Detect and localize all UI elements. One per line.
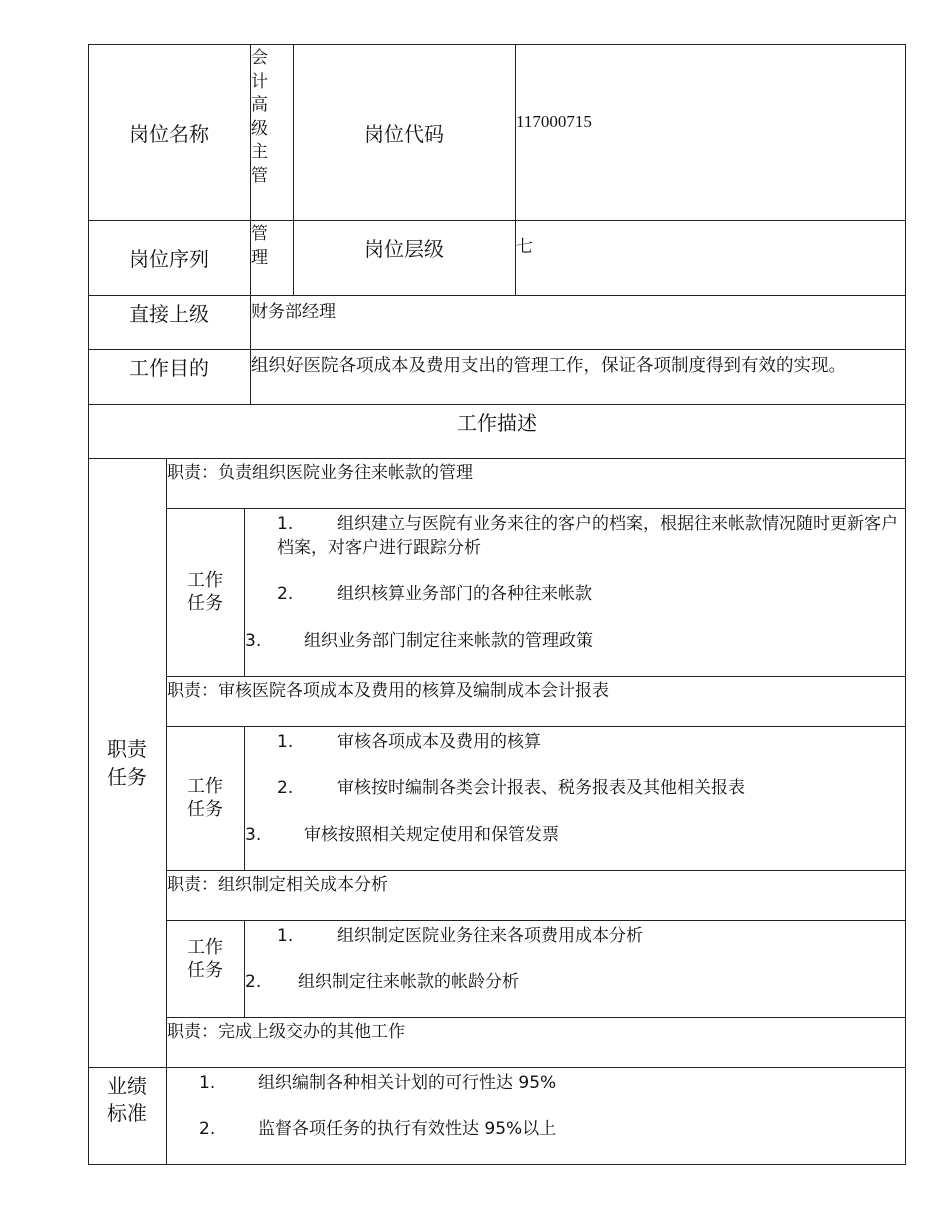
- duty-1-title: 职责：负责组织医院业务往来帐款的管理: [167, 463, 473, 483]
- duty-1-task-3-text: 组织业务部门制定往来帐款的管理政策: [304, 631, 593, 651]
- duty-2-title: 职责：审核医院各项成本及费用的核算及编制成本会计报表: [167, 681, 609, 701]
- position-series-value: 管理: [251, 224, 268, 268]
- duty-2-task-label: [166, 726, 244, 870]
- row-divider: [166, 920, 906, 921]
- duty-2-task-3-num: 3.: [245, 825, 262, 845]
- description-title: 工作描述: [457, 410, 537, 435]
- duty-1-task-2-text: 组织核算业务部门的各种往来帐款: [337, 584, 592, 604]
- position-level-label: 岗位层级: [364, 237, 444, 261]
- duty-2-task-1-num: 1.: [277, 732, 294, 752]
- performance-label: [88, 1067, 166, 1132]
- duty-3-task-1-text: 组织制定医院业务往来各项费用成本分析: [337, 926, 643, 946]
- duty-2-task-2-text: 审核按时编制各类会计报表、税务报表及其他相关报表: [337, 778, 745, 798]
- duty-2-task-2-num: 2.: [277, 778, 294, 798]
- row-divider: [166, 676, 906, 677]
- position-code-value: 117000715: [516, 112, 592, 131]
- column-divider: [244, 920, 245, 1017]
- superior-value: 财务部经理: [251, 302, 336, 322]
- duty-4-title: 职责：完成上级交办的其他工作: [167, 1022, 405, 1042]
- duty-1-task-2-num: 2.: [277, 584, 294, 604]
- duties-section-label: [88, 458, 166, 1067]
- task-label-text: 工作任务: [187, 570, 223, 614]
- task-label-text: 工作任务: [187, 776, 223, 820]
- duty-1-task-1-num: 1.: [277, 514, 294, 534]
- duty-1-task-1-text: 组织建立与医院有业务来往的客户的档案，根据往来帐款情况随时更新客户档案，对客户进行跟踪分析: [277, 514, 898, 558]
- duty-3-task-2-num: 2.: [245, 972, 262, 992]
- purpose-value: 组织好医院各项成本及费用支出的管理工作，保证各项制度得到有效的实现。: [251, 356, 846, 376]
- duty-3-task-label: [166, 920, 244, 997]
- task-label-text: 工作任务: [187, 936, 223, 981]
- duty-2-task-3-text: 审核按照相关规定使用和保管发票: [304, 825, 559, 845]
- position-name-label: 岗位名称: [129, 121, 209, 146]
- position-name-value: 会计高级主管: [251, 48, 268, 186]
- superior-label: 直接上级: [129, 301, 209, 326]
- row-divider: [166, 1017, 906, 1018]
- purpose-label: 工作目的: [129, 355, 209, 380]
- performance-2-num: 2.: [199, 1119, 216, 1139]
- position-code-label: 岗位代码: [364, 121, 444, 146]
- position-series-label: 岗位序列: [129, 247, 209, 271]
- duty-2-task-1-text: 审核各项成本及费用的核算: [337, 732, 541, 752]
- duty-1-task-3-num: 3.: [245, 631, 262, 651]
- performance-1-num: 1.: [199, 1073, 216, 1093]
- duty-3-task-2-text: 组织制定往来帐款的帐龄分析: [298, 972, 519, 992]
- duty-1-task-label: [166, 508, 244, 676]
- performance-label-text: 业绩标准: [107, 1073, 147, 1125]
- row-divider: [166, 870, 906, 871]
- duty-3-task-1-num: 1.: [277, 926, 294, 946]
- column-divider: [244, 726, 245, 870]
- performance-1-text: 组织编制各种相关计划的可行性达 95%: [258, 1073, 557, 1093]
- duties-section-text: 职责任务: [107, 736, 147, 789]
- row-divider: [88, 458, 906, 459]
- position-level-value: 七: [516, 237, 533, 257]
- row-divider: [88, 1067, 906, 1068]
- row-divider: [166, 726, 906, 727]
- performance-2-text: 监督各项任务的执行有效性达 95%以上: [258, 1119, 557, 1139]
- duty-3-title: 职责：组织制定相关成本分析: [167, 875, 388, 895]
- row-divider: [166, 508, 906, 509]
